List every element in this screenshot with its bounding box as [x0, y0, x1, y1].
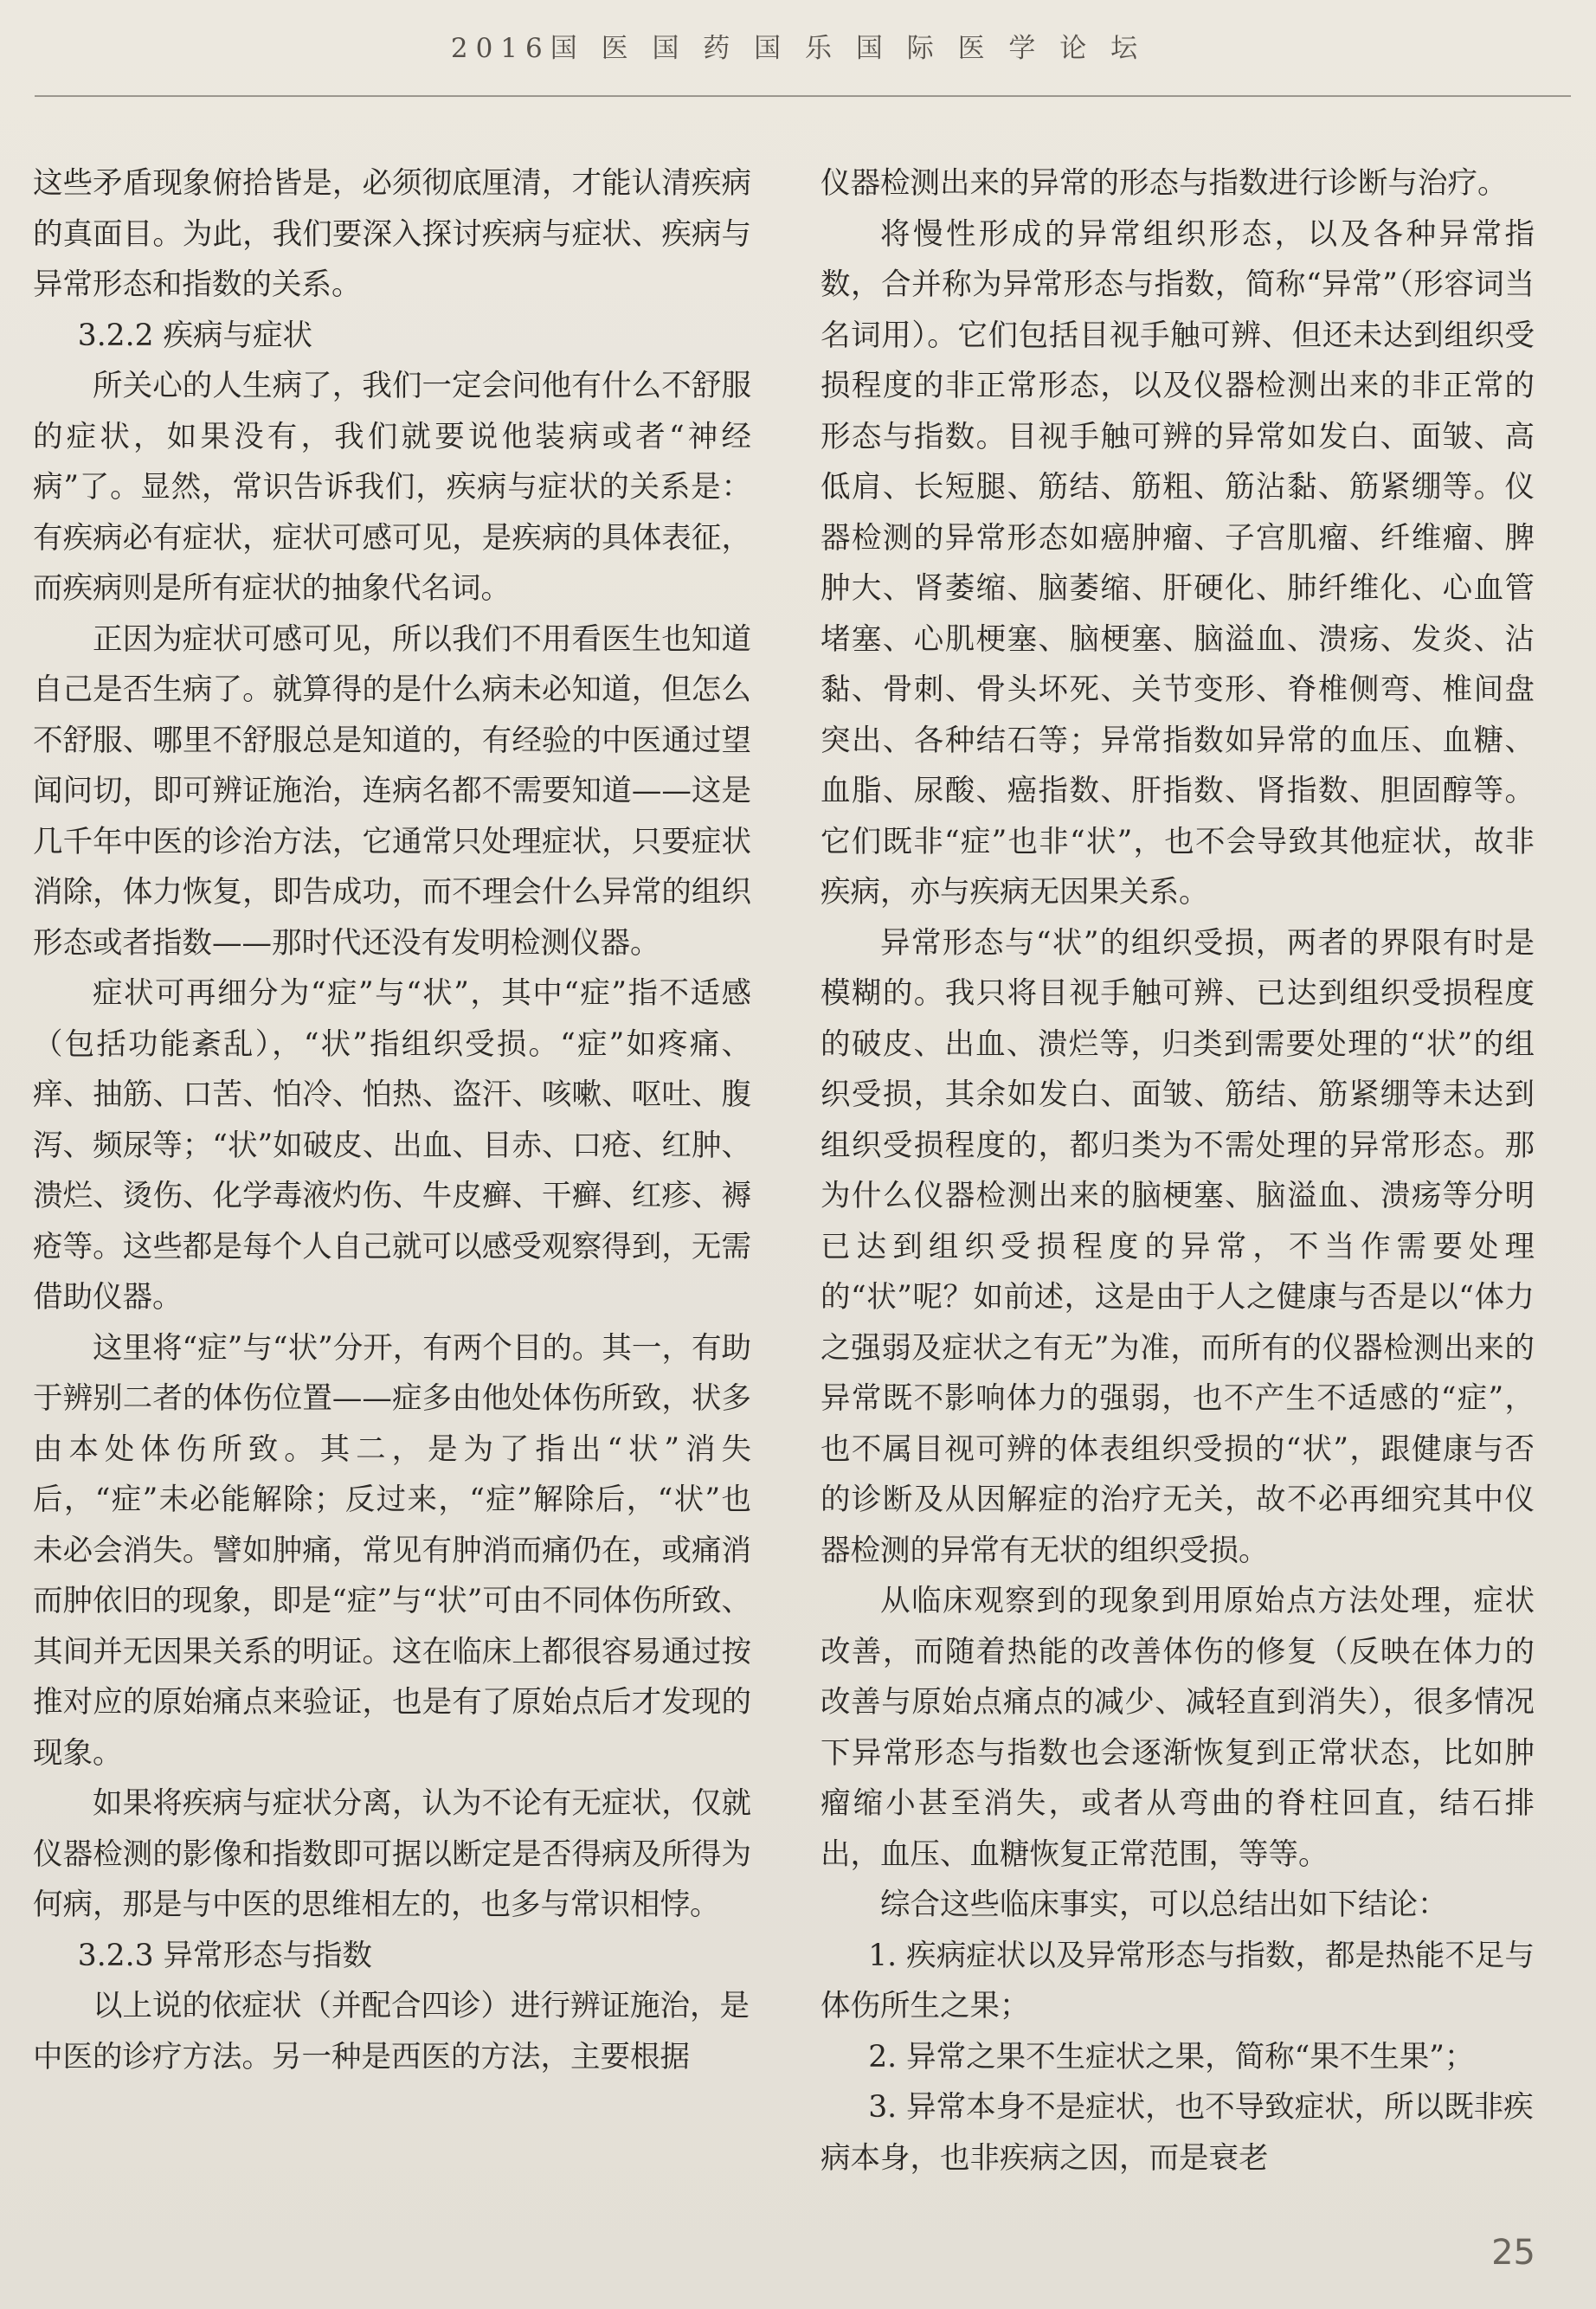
right-paragraph-4: 从临床观察到的现象到用原始点方法处理，症状改善，而随着热能的改善体伤的修复（反映在体力的改善与原始点痛点的减少、减轻直到消失），很多情况下异常形态与指数也会逐渐恢复到正常状态，比如肿瘤缩小甚至消失，或者从弯曲的脊柱回直，结石排出，血压、血糖恢复正常范围，等等。: [821, 1584, 1535, 1872]
conclusion-item-2: 2. 异常之果不生症状之果，简称“果不生果”；: [868, 2039, 1475, 2074]
section-heading-3-2-2: 3.2.2 疾病与症状: [77, 318, 312, 353]
right-paragraph-2: 将慢性形成的异常组织形态，以及各种异常指数，合并称为异常形态与指数，简称“异常”（形容词当名词用）。它们包括目视手触可辨、但还未达到组织受损程度的非正常形态，以及仪器检测出来的非正常的形态与指数。目视手触可辨的异常如发白、面皱、高低肩、长短腿、筋结、筋粗、筋沾黏、筋紧绷等。仪器检测的异常形态如癌肿瘤、子宫肌瘤、纤维瘤、脾肿大、肾萎缩、脑萎缩、肝硬化、肺纤维化、心血管堵塞、心肌梗塞、脑梗塞、脑溢血、溃疡、发炎、沾黏、骨刺、骨头坏死、关节变形、脊椎侧弯、椎间盘突出、各种结石等；异常指数如异常的血压、血糖、血脂、尿酸、癌指数、肝指数、肾指数、胆固醇等。它们既非“症”也非“状”，也不会导致其他症状，故非疾病，亦与疾病无因果关系。: [821, 216, 1535, 910]
page-number: 25: [1491, 2233, 1535, 2273]
left-paragraph-6: 如果将疾病与症状分离，认为不论有无症状，仅就仪器检测的影像和指数即可据以断定是否得病及所得为何病，那是与中医的思维相左的，也多与常识相悖。: [33, 1786, 751, 1922]
left-paragraph-3: 正因为症状可感可见，所以我们不用看医生也知道自己是否生病了。就算得的是什么病未必知道，但怎么不舒服、哪里不舒服总是知道的，有经验的中医通过望闻问切，即可辨证施治，连病名都不需要知道——这是几千年中医的诊治方法，它通常只处理症状，只要症状消除，体力恢复，即告成功，而不理会什么异常的组织形态或者指数——那时代还没有发明检测仪器。: [33, 621, 751, 961]
header-rule: [35, 95, 1571, 97]
right-column: [821, 158, 1535, 2184]
conclusion-item-3: 3. 异常本身不是症状，也不导致症状，所以既非疾病本身，也非疾病之因，而是衰老: [821, 2090, 1534, 2176]
right-paragraph-1: 仪器检测出来的异常的形态与指数进行诊断与治疗。: [821, 166, 1508, 201]
right-paragraph-5: 综合这些临床事实，可以总结出如下结论：: [880, 1888, 1448, 1922]
left-column: [33, 158, 751, 2082]
conclusion-item-1: 1. 疾病症状以及异常形态与指数，都是热能不足与体伤所生之果；: [821, 1938, 1535, 2023]
section-heading-3-2-3: 3.2.3 异常形态与指数: [77, 1938, 372, 1973]
left-paragraph-5: 这里将“症”与“状”分开，有两个目的。其一，有助于辨别二者的体伤位置——症多由他处体伤所致，状多由本处体伤所致。其二，是为了指出“状”消失后，“症”未必能解除；反过来，“症”解除后，“状”也未必会消失。譬如肿痛，常见有肿消而痛仍在，或痛消而肿依旧的现象，即是“症”与“状”可由不同体伤所致、其间并无因果关系的明证。这在临床上都很容易通过按推对应的原始痛点来验证，也是有了原始点后才发现的现象。: [33, 1330, 751, 1771]
left-paragraph-1: 这些矛盾现象俯拾皆是，必须彻底厘清，才能认清疾病的真面目。为此，我们要深入探讨疾病与症状、疾病与异常形态和指数的关系。: [33, 166, 751, 302]
right-paragraph-3: 异常形态与“状”的组织受损，两者的界限有时是模糊的。我只将目视手触可辨、已达到组织受损程度的破皮、出血、溃烂等，归类到需要处理的“状”的组织受损，其余如发白、面皱、筋结、筋紧绷等未达到组织受损程度的，都归类为不需处理的异常形态。那为什么仪器检测出来的脑梗塞、脑溢血、溃疡等分明已达到组织受损程度的异常，不当作需要处理的“状”呢？如前述，这是由于人之健康与否是以“体力之强弱及症状之有无”为准，而所有的仪器检测出来的异常既不影响体力的强弱，也不产生不适感的“症”，也不属目视可辨的体表组织受损的“状”，跟健康与否的诊断及从因解症的治疗无关，故不必再细究其中仪器检测的异常有无状的组织受损。: [821, 925, 1535, 1568]
left-paragraph-2: 所关心的人生病了，我们一定会问他有什么不舒服的症状，如果没有，我们就要说他装病或者“神经病”了。显然，常识告诉我们，疾病与症状的关系是：有疾病必有症状，症状可感可见，是疾病的具体表征，而疾病则是所有症状的抽象代名词。: [33, 369, 751, 606]
left-paragraph-4: 症状可再细分为“症”与“状”，其中“症”指不适感（包括功能紊乱），“状”指组织受损。“症”如疼痛、痒、抽筋、口苦、怕冷、怕热、盗汗、咳嗽、呕吐、腹泻、频尿等；“状”如破皮、出血、目赤、口疮、红肿、溃烂、烫伤、化学毒液灼伤、牛皮癣、干癣、红疹、褥疮等。这些都是每个人自己就可以感受观察得到，无需借助仪器。: [33, 976, 751, 1315]
left-paragraph-7: 以上说的依症状（并配合四诊）进行辨证施治，是中医的诊疗方法。另一种是西医的方法，主要根据: [33, 1989, 750, 2074]
running-header: 2016国 医 国 药 国 乐 国 际 医 学 论 坛: [450, 33, 1146, 64]
